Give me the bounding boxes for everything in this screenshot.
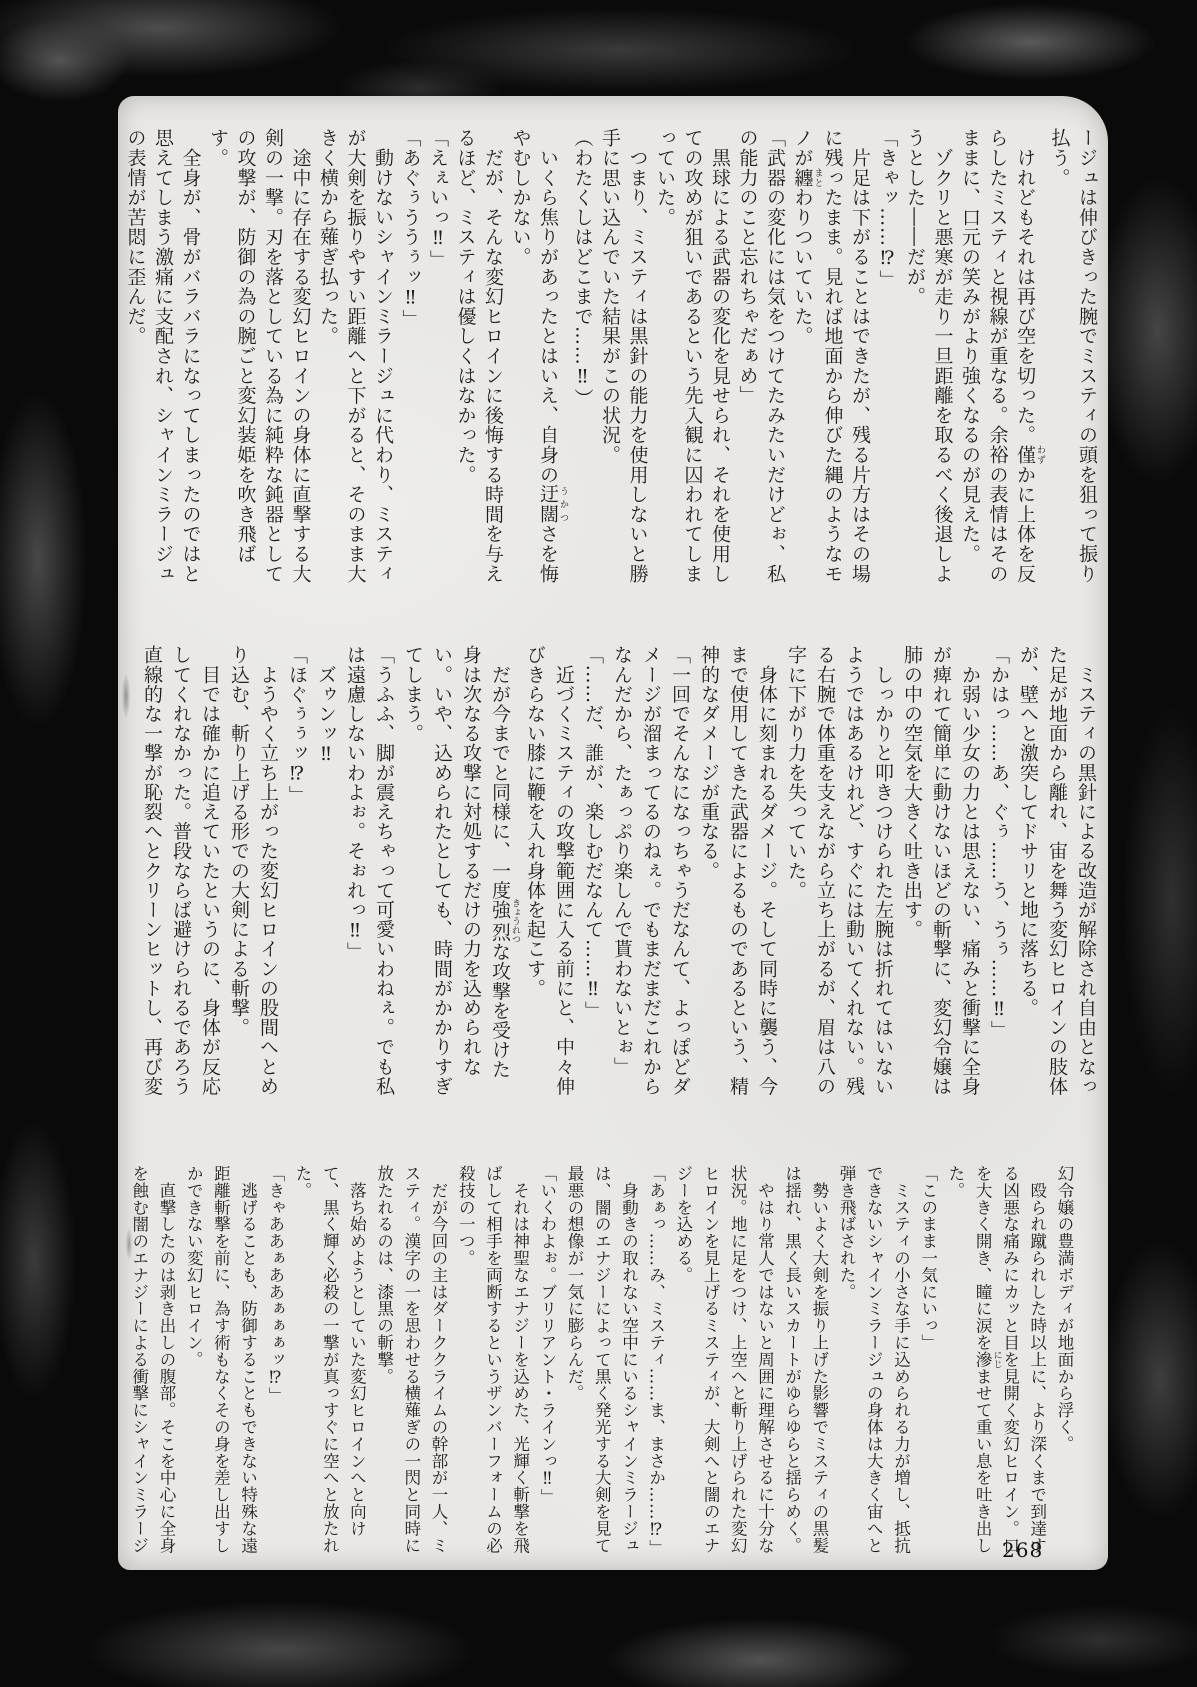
paragraph: それは神聖なエナジーを込めた、光輝く斬撃を飛ばして相手を両断するというザンバーフォームの必殺技の一つ。 bbox=[456, 1165, 530, 1554]
paragraph: いくら焦りがあったとはいえ、自身の迂闊 うかつさを悔やむしかない。 bbox=[509, 128, 568, 584]
ruby-annotation: 纏 まと bbox=[791, 167, 823, 188]
paragraph: 「……だ、誰が、楽しむだなんて……‼」 bbox=[582, 645, 604, 1021]
paragraph: だが今までと同様に、一度強烈 きょうれつな攻撃を受けた身は次なる攻撃に対処するだけの力を込められない。いや、込められたとしても、時間がかかりすぎてしまう。 bbox=[402, 645, 520, 1096]
text-block-middle bbox=[135, 645, 1100, 1097]
paragraph: 近づくミスティの攻撃範囲に入る前にと、中々伸びきらない膝に鞭を入れ身体を起こす。 bbox=[524, 645, 575, 1096]
paragraph: ようやく立ち上がった変幻ヒロインの股間へとめり込む、斬り上げる形での大剣による斬撃。 bbox=[228, 645, 279, 1096]
paragraph: 「えぇいっ‼」 bbox=[427, 128, 449, 270]
paragraph: 全身が、骨がバラバラになってしまったのではと思えてしまう激痛に支配され、シャインミラージュの表情が苦悶に歪んだ。 bbox=[124, 128, 202, 584]
paragraph: 「きゃッ……⁉」 bbox=[876, 128, 899, 290]
ruby-annotation: 迂闊 うかつ bbox=[537, 484, 568, 525]
paragraph: 「一回でそんなになっちゃうだなんて、よっぽどダメージが溜まってるのねぇ。でもまだまだこれからなんだから、たぁっぷり楽しんで貰わないとぉ」 bbox=[611, 645, 691, 1096]
paragraph: 「うふふ、脚が震えちゃって可愛いわねぇ。でも私は遠慮しないわよぉ。そぉれっ‼」 bbox=[344, 645, 395, 1096]
paragraph: 「ほぐぅぅッ⁉」 bbox=[286, 645, 308, 805]
ruby-annotation: 僅 わず bbox=[1014, 444, 1045, 465]
paragraph: ゾクリと悪寒が走り一旦距離を取るべく後退しようとした――だが。 bbox=[904, 128, 954, 584]
paragraph: ージュは伸びきった腕でミスティの頭を狙って振り払う。 bbox=[1048, 128, 1098, 584]
paragraph: 「あぐぅううぅッ‼」 bbox=[399, 128, 422, 329]
paragraph: 身動きの取れない空中にいるシャインミラージュは、闇のエナジーによって黒く発光する大剣を見て最悪の想像が一気に膨らんだ。 bbox=[565, 1165, 639, 1554]
page-number: 268 bbox=[1002, 1538, 1044, 1562]
paragraph: だが今回の主はダーククライムの幹部が一人、ミスティ。漢字の一を思わせる横薙ぎの一閃と同時に放たれるのは、漆黒の斬撃。 bbox=[374, 1165, 449, 1554]
paragraph: 動けないシャインミラージュに代わり、ミスティが大剣を振りやすい距離へと下がると、そのまま大きく横から薙ぎ払った。 bbox=[317, 128, 394, 584]
paragraph: 黒球による武器の変化を見せられ、それを使用しての攻めが狙いであるという先入観に囚われてしまっていた。 bbox=[654, 128, 731, 584]
paragraph: やはり常人ではないと周囲に理解させるに十分な状況。地に足をつけ、上空へと斬り上げられた変幻ヒロインを見上げるミスティが、大剣へと闇のエナジーを込める。 bbox=[673, 1165, 775, 1554]
paragraph: 「かはっ……あ、ぐぅ……う、うぅ……‼」 bbox=[988, 645, 1010, 1040]
paragraph: 直撃したのは剥き出しの腹部。そこを中心に全身を蝕む闇のエナジーによる衝撃にシャインミラージ bbox=[129, 1165, 176, 1554]
paragraph: つまり、ミスティは黒針の能力を使用しないと勝手に思い込んでいた結果がこの状況。 bbox=[599, 128, 649, 584]
paragraph: （わたくしはどこまで……‼） bbox=[571, 128, 594, 409]
paragraph: 「あぁっ……み、ミスティ……ま、まさか……⁉」 bbox=[646, 1165, 666, 1557]
paragraph: ミスティの黒針による改造が解除され自由となった足が地面から離れ、宙を舞う変幻ヒロインの肢体が、壁へと激突してドサリと地に落ちる。 bbox=[1017, 645, 1097, 1096]
book-page bbox=[118, 96, 1108, 1570]
paragraph: 身体に刻まれるダメージ。そして同時に襲う、今まで使用してきた武器によるものであるという、精神的なダメージが重なる。 bbox=[698, 645, 778, 1096]
paragraph: 幻令嬢の豊満ボディが地面から浮く。 bbox=[1055, 1165, 1074, 1453]
paragraph: ズゥンッ‼ bbox=[315, 645, 337, 766]
paragraph: 「このまま一気にいっ」 bbox=[918, 1165, 938, 1351]
paragraph: けれどもそれは再び空を切った。僅 わずかに上体を反らしたミスティと視線が重なる。余裕の表情はそのままに、口元の笑みがより強くなるのが見えた。 bbox=[959, 128, 1045, 584]
paragraph: 勢いよく大剣を振り上げた影響でミスティの黒髪は揺れ、黒く長いスカートがゆらゆらと揺らめく。 bbox=[782, 1165, 829, 1554]
paragraph: 目では確かに追えていたというのに、身体が反応してくれなかった。普段ならば避けられるであろう直線的な一撃が恥裂へとクリーンヒットし、再び変 bbox=[141, 645, 221, 1096]
paragraph: 「いくわよぉ。ブリリアント・ラインっ‼」 bbox=[537, 1165, 557, 1506]
ruby-annotation: 強烈 きょうれつ bbox=[489, 898, 520, 944]
paragraph: 殴られ蹴られした時以上に、より深くまで到達する凶悪な痛みにカッと目を見開く変幻ヒロイン。口を大きく開き、瞳に涙を滲 にじませて重い息を吐き出した。 bbox=[945, 1165, 1047, 1554]
paragraph: ミスティの小さな手に込められる力が増し、抵抗できないシャインミラージュの身体は大きく宙へと弾き飛ばされた。 bbox=[837, 1165, 911, 1554]
paragraph: だが、そんな変幻ヒロインに後悔する時間を与えるほど、ミスティは優しくはなかった。 bbox=[454, 128, 504, 584]
paragraph: 落ち始めようとしていた変幻ヒロインへと向けて、黒く輝く必殺の一撃が真っすぐに空へと放たれた。 bbox=[293, 1165, 367, 1554]
text-block-top bbox=[124, 128, 1100, 586]
paragraph: か弱い少女の力とは思えない、痛みと衝撃に全身が痺れて簡単に動けないほどの斬撃に、変幻令嬢は肺の中の空気を大きく吐き出す。 bbox=[901, 645, 981, 1096]
paragraph: 片足は下がることはできたが、残る片方はその場に残ったまま。見れば地面から伸びた縄のようなモノが纏 まとわりついていた。 bbox=[791, 128, 871, 584]
text-block-bottom bbox=[129, 1165, 1078, 1557]
ruby-annotation: 滲 にじ bbox=[973, 1350, 1002, 1369]
paragraph: しっかりと叩きつけられた左腕は折れてはいないようではあるけれど、すぐには動いてくれない。残る右腕で体重を支えながら立ち上がるが、眉は八の字に下がり力を失っていた。 bbox=[785, 645, 894, 1096]
paragraph: 「きゃああぁああぁぁぁッ⁉」 bbox=[265, 1165, 285, 1405]
paragraph: 途中に存在する変幻ヒロインの身体に直撃する大剣の一撃。刃を落としている為に純粋な鈍器としての攻撃が、防御の為の腕ごと変幻装姫を吹き飛ばす。 bbox=[207, 128, 312, 584]
paragraph: 「武器の変化には気をつけてたみたいだけどぉ、私の能力のこと忘れちゃだぁめ」 bbox=[736, 128, 786, 584]
paragraph: 逃げることも、防御することもできない特殊な遠距離斬撃を前に、為す術もなくその身を差し出すしかできない変幻ヒロイン。 bbox=[184, 1165, 258, 1554]
